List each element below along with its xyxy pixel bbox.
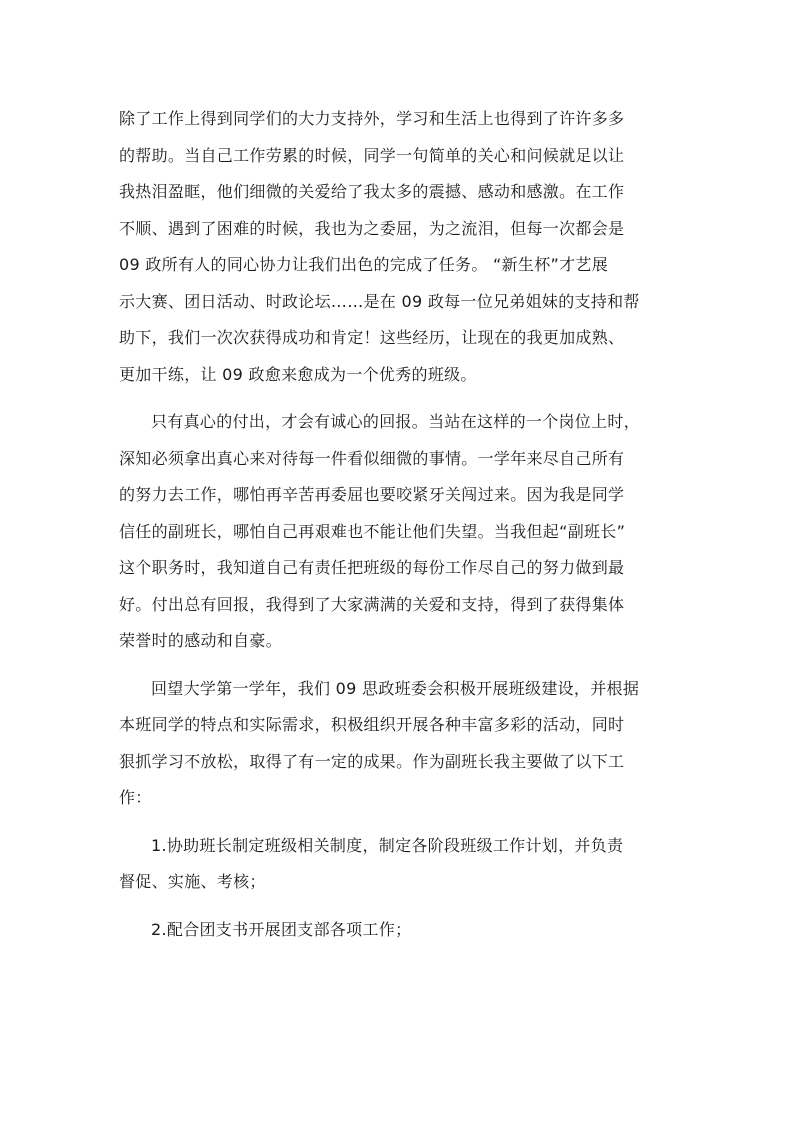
text-line: 好。付出总有回报，我得到了大家满满的关爱和支持，得到了获得集体 bbox=[119, 594, 625, 614]
text-line: 2.配合团支书开展团支部各项工作； bbox=[151, 919, 412, 939]
paragraph-review bbox=[119, 671, 675, 817]
text-line: 的努力去工作，哪怕再辛苦再委屈也要咬紧牙关闯过来。因为我是同学 bbox=[119, 485, 625, 504]
text-line: 09 政所有人的同心协力让我们出色的完成了任务。 “新生杯”才艺展 bbox=[119, 255, 609, 274]
text-line: 信任的副班长，哪怕自己再艰难也不能让他们失望。当我但起“副班长” bbox=[119, 521, 626, 541]
list-item-1 bbox=[119, 828, 675, 901]
text-line: 除了工作上得到同学们的大力支持外，学习和生活上也得到了许许多多 bbox=[119, 109, 625, 128]
text-line: 不顺、遇到了困难的时候，我也为之委屈，为之流泪，但每一次都会是 bbox=[119, 218, 625, 238]
text-line: 狠抓学习不放松，取得了有一定的成果。作为副班长我主要做了以下工 bbox=[119, 751, 625, 771]
text-line: 本班同学的特点和实际需求，积极组织开展各种丰富多彩的活动，同时 bbox=[119, 715, 625, 734]
paragraph-sincerity bbox=[119, 404, 675, 660]
text-line: 我热泪盈眶，他们细微的关爱给了我太多的震撼、感动和感激。在工作 bbox=[119, 182, 625, 201]
text-line: 荣誉时的感动和自豪。 bbox=[119, 631, 283, 650]
text-line: 这个职务时，我知道自己有责任把班级的每份工作尽自己的努力做到最 bbox=[119, 558, 625, 577]
text-line: 只有真心的付出，才会有诚心的回报。当站在这样的一个岗位上时， bbox=[151, 412, 641, 431]
text-line: 助下，我们一次次获得成功和肯定！这些经历，让现在的我更加成熟、 bbox=[119, 328, 625, 347]
list-item-2 bbox=[119, 912, 675, 949]
text-line: 回望大学第一学年，我们 09 思政班委会积极开展班级建设，并根据 bbox=[151, 678, 640, 698]
text-line: 示大赛、团日活动、时政论坛……是在 09 政每一位兄弟姐妹的支持和帮 bbox=[119, 291, 640, 311]
text-line: 更加干练，让 09 政愈来愈成为一个优秀的班级。 bbox=[119, 364, 477, 384]
text-line: 1.协助班长制定班级相关制度，制定各阶段班级工作计划，并负责 bbox=[151, 835, 624, 855]
text-line: 督促、实施、考核； bbox=[119, 872, 266, 891]
text-line: 的帮助。当自己工作劳累的时候，同学一句简单的关心和问候就足以让 bbox=[119, 145, 625, 165]
paragraph-support bbox=[119, 101, 675, 393]
text-line: 深知必须拿出真心来对待每一件看似细微的事情。一学年来尽自己所有 bbox=[119, 448, 625, 468]
text-line: 作： bbox=[119, 788, 152, 807]
document-body bbox=[119, 101, 675, 948]
